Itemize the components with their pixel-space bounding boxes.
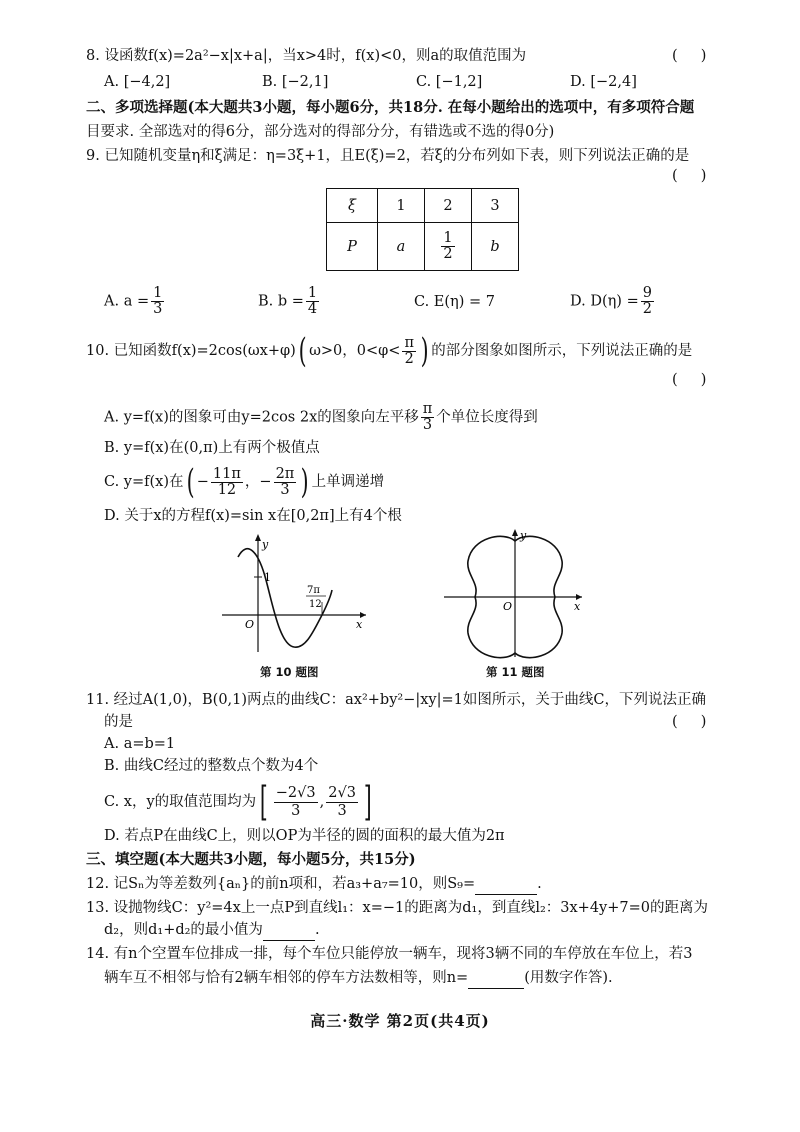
- frac-num: 2π: [275, 465, 295, 482]
- q10-figure-caption: 第 10 题图: [260, 665, 319, 679]
- q11-option-a: A. a=b=1: [104, 736, 176, 752]
- frac-num: −2√3: [275, 784, 316, 801]
- frac-num: π: [404, 334, 414, 351]
- section2-heading: 二、多项选择题(本大题共3小题，每小题6分，共18分. 在每小题给出的选项中，有多项符合题: [86, 99, 695, 116]
- frac-den: 3: [422, 417, 433, 433]
- q10-graph: [214, 530, 374, 656]
- q12-line: [86, 874, 542, 895]
- q9-option-c: C. E(η) = 7: [414, 294, 495, 310]
- q14-line1: 14. 有n个空置车位排成一排，每个车位只能停放一辆车，现将3辆不同的车停放在车位上，若3: [86, 946, 693, 962]
- q13-line2: [104, 920, 320, 941]
- q10-stem-post: 的部分图象如图所示，下列说法正确的是: [431, 343, 693, 359]
- q14-text: 辆车互不相邻与恰有2辆车相邻的停车方法数相等，则n=: [104, 970, 469, 986]
- frac-den: 3: [337, 802, 347, 819]
- frac-num: 1: [443, 230, 453, 246]
- y-axis-arrow-icon: [255, 534, 261, 541]
- frac-num: 11π: [212, 465, 241, 482]
- table-header-cell: 1: [378, 189, 425, 223]
- q11-figure-caption: 第 11 题图: [486, 665, 545, 679]
- frac-num: 1: [307, 285, 318, 301]
- frac-den: 3: [280, 481, 290, 498]
- q8-option-b: B. [−2,1]: [262, 74, 329, 90]
- table-cell-half: [425, 223, 472, 271]
- table-header-xi: ξ: [327, 189, 378, 223]
- q12-answer-blank[interactable]: [475, 874, 537, 895]
- q9-option-b-label: B. b =: [258, 293, 304, 310]
- frac-num: 2√3: [328, 784, 356, 801]
- y-axis-arrow-icon: [512, 529, 518, 536]
- q14-end: (用数字作答).: [524, 970, 613, 986]
- q12-text: 12. 记Sₙ为等差数列{aₙ}的前n项和，若a₃+a₇=10，则S₉=: [86, 876, 476, 892]
- page-footer: 高三·数学 第2页(共4页): [310, 1012, 490, 1030]
- q13-answer-blank[interactable]: [263, 920, 315, 941]
- q9-option-a: [104, 286, 166, 317]
- y-axis-label: y: [520, 529, 527, 542]
- x-axis-label: x: [574, 600, 581, 613]
- bracket-open: [: [260, 779, 268, 825]
- table-row-label: P: [327, 223, 378, 271]
- xmark-denominator: 12: [309, 599, 322, 610]
- q11-stem-line2: 的是: [104, 714, 133, 730]
- q8-option-a: A. [−4,2]: [104, 74, 171, 90]
- q10-option-c-pre: C. y=f(x)在: [104, 474, 184, 490]
- q8-option-d: D. [−2,4]: [570, 74, 637, 90]
- cosine-curve: [238, 549, 332, 647]
- q9-option-d: [570, 286, 656, 317]
- table-header-cell: 2: [425, 189, 472, 223]
- q10-option-d: D. 关于x的方程f(x)=sin x在[0,2π]上有4个根: [104, 508, 402, 524]
- frac-den: 2: [404, 350, 414, 367]
- paren-close: ): [420, 331, 429, 371]
- q11-option-b: B. 曲线C经过的整数点个数为4个: [104, 758, 319, 774]
- y-one-label: 1: [264, 571, 271, 584]
- frac-den: 2: [642, 301, 652, 317]
- frac-den: 3: [291, 802, 301, 819]
- section2-instructions: 目要求. 全部选对的得6分，部分选对的得部分分，有错选或不选的得0分): [86, 124, 555, 140]
- y-axis-label: y: [262, 538, 269, 551]
- q11-option-c-pre: C. x，y的取值范围均为: [104, 794, 257, 810]
- paren-open: (: [186, 462, 195, 502]
- comma-minus: ，−: [244, 474, 272, 490]
- minus-sign: −: [196, 474, 209, 490]
- table-cell-b: b: [472, 223, 519, 271]
- q10-option-a-post: 个单位长度得到: [436, 409, 538, 426]
- q9-distribution-table: [326, 188, 519, 271]
- paren-close: ): [300, 462, 309, 502]
- frac-den: 4: [307, 301, 318, 317]
- q14-line2: [104, 968, 613, 989]
- q10-option-c-post: 上单调递增: [311, 474, 385, 490]
- q10-answer-paren: ( ): [672, 372, 707, 388]
- bracket-close: ]: [363, 779, 372, 825]
- origin-label: O: [503, 600, 513, 613]
- frac-den: 12: [217, 481, 237, 498]
- q10-option-b: B. y=f(x)在(0,π)上有两个极值点: [104, 440, 320, 456]
- frac-num: 9: [642, 285, 652, 301]
- x-axis-label: x: [356, 618, 363, 631]
- q9-option-a-label: A. a =: [104, 293, 150, 310]
- q11-graph: [436, 525, 586, 660]
- q11-option-c: C. x，y的取值范围均为[ $\frac{-2√3}{3}$ , $\frac{2√3}{3}$ ]: [104, 779, 372, 825]
- q11-answer-paren: ( ): [672, 714, 707, 730]
- q9-option-b: [258, 286, 321, 317]
- q10-stem: [86, 331, 693, 371]
- frac-num: π: [422, 401, 433, 417]
- frac-den: 2: [443, 246, 453, 262]
- frac-den: 3: [153, 301, 163, 317]
- q8-stem: 8. 设函数f(x)=2a²−x|x+a|，当x>4时，f(x)<0，则a的取值范围为: [86, 48, 527, 64]
- origin-label: O: [245, 618, 255, 631]
- section3-heading: 三、填空题(本大题共3小题，每小题5分，共15分): [86, 851, 416, 868]
- q11-option-d: D. 若点P在曲线C上，则以OP为半径的圆的面积的最大值为2π: [104, 828, 505, 844]
- q11-stem-line1: 11. 经过A(1,0)，B(0,1)两点的曲线C：ax²+by²−|xy|=1如图所示，关于曲线C，下列说法正确: [86, 692, 706, 708]
- q10-option-c: [104, 462, 384, 502]
- q8-answer-paren: ( ): [672, 48, 707, 64]
- q10-condition: ω>0，0<φ<: [309, 343, 401, 359]
- q13-text: d₂，则d₁+d₂的最小值为: [104, 922, 263, 938]
- q10-stem-pre: 10. 已知函数f(x)=2cos(ωx+φ): [86, 343, 296, 359]
- table-cell-a: a: [378, 223, 425, 271]
- q9-stem: 9. 已知随机变量η和ξ满足：η=3ξ+1，且E(ξ)=2，若ξ的分布列如下表，则下列说法正确的是: [86, 148, 690, 164]
- q10-option-a-pre: A. y=f(x)的图象可由y=2cos 2x的图象向左平移: [104, 409, 419, 426]
- table-header-cell: 3: [472, 189, 519, 223]
- xmark-numerator: 7π: [307, 585, 320, 596]
- q13-end: .: [314, 922, 320, 938]
- q9-option-d-label: D. D(η) =: [570, 293, 639, 310]
- q12-end: .: [537, 876, 542, 892]
- q14-answer-blank[interactable]: [468, 968, 524, 989]
- q8-option-c: C. [−1,2]: [416, 74, 483, 90]
- frac-num: 1: [153, 285, 163, 301]
- q10-option-a: [104, 402, 538, 433]
- q9-answer-paren: ( ): [672, 168, 707, 184]
- paren-open: (: [298, 331, 307, 371]
- q13-line1: 13. 设抛物线C：y²=4x上一点P到直线l₁：x=−1的距离为d₁，到直线l₂：3x+4y+7=0的距离为: [86, 900, 708, 916]
